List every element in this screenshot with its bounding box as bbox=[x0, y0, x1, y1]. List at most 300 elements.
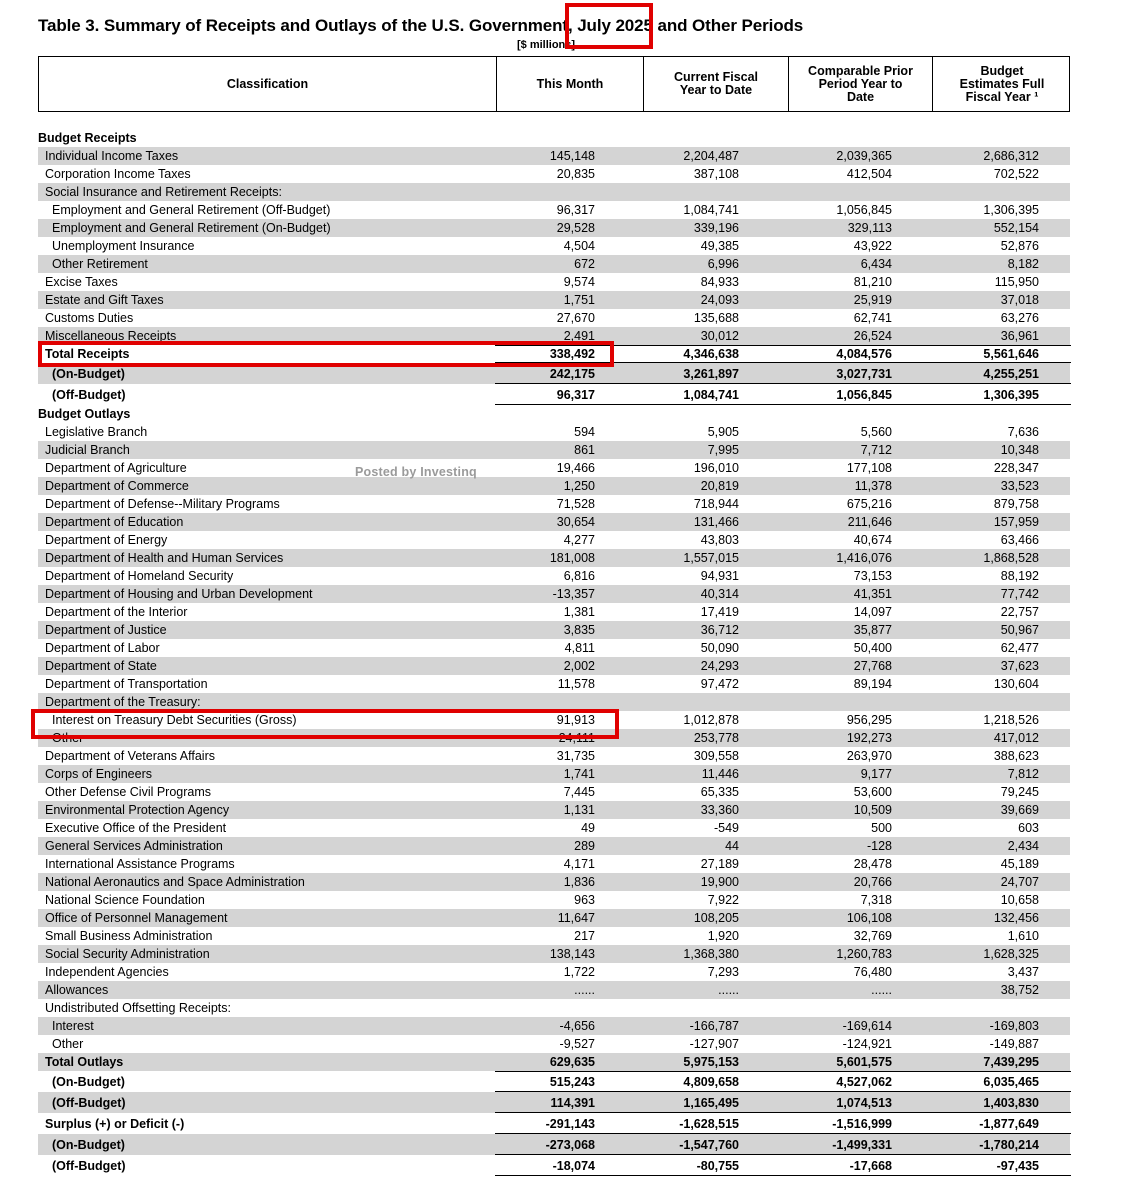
cell-value: 289 bbox=[574, 839, 595, 853]
cell-value: 9,574 bbox=[563, 275, 595, 289]
cell-value: 417,012 bbox=[993, 731, 1039, 745]
cell-value: -1,499,331 bbox=[832, 1138, 892, 1152]
row-label: (On-Budget) bbox=[52, 367, 125, 381]
table-row bbox=[38, 219, 1070, 237]
row-label: Undistributed Offsetting Receipts: bbox=[45, 1001, 231, 1015]
cell-value: 1,084,741 bbox=[683, 388, 739, 402]
table-row bbox=[38, 567, 1070, 585]
cell-value: 192,273 bbox=[846, 731, 892, 745]
cell-value: -4,656 bbox=[559, 1019, 595, 1033]
row-label: Department of Labor bbox=[45, 641, 160, 655]
cell-value: 114,391 bbox=[550, 1096, 595, 1110]
cell-value: 7,318 bbox=[860, 893, 892, 907]
cell-value: 2,002 bbox=[563, 659, 595, 673]
cell-value: 108,205 bbox=[693, 911, 739, 925]
cell-value: 62,741 bbox=[853, 311, 892, 325]
row-label: Department of Energy bbox=[45, 533, 168, 547]
cell-value: 4,255,251 bbox=[983, 367, 1039, 381]
table-row bbox=[38, 237, 1070, 255]
cell-value: -549 bbox=[713, 821, 739, 835]
cell-value: -97,435 bbox=[996, 1159, 1039, 1173]
cell-value: 11,647 bbox=[557, 911, 595, 925]
cell-value: 96,317 bbox=[556, 203, 595, 217]
row-label: (On-Budget) bbox=[52, 1138, 125, 1152]
cell-value: 91,913 bbox=[556, 713, 595, 727]
row-label: Department of Education bbox=[45, 515, 184, 529]
units-label: [$ millions] bbox=[517, 39, 576, 51]
row-label: (Off-Budget) bbox=[52, 1159, 126, 1173]
row-label: Estate and Gift Taxes bbox=[45, 293, 164, 307]
cell-value: 387,108 bbox=[693, 167, 739, 181]
header-this-month: This Month bbox=[496, 57, 643, 111]
row-label: Department of Transportation bbox=[45, 677, 208, 691]
cell-value: 4,811 bbox=[564, 641, 595, 655]
cell-value: 3,835 bbox=[563, 623, 595, 637]
table-row bbox=[38, 765, 1070, 783]
table-row bbox=[38, 405, 1070, 423]
row-label: National Science Foundation bbox=[45, 893, 205, 907]
table-row bbox=[38, 531, 1070, 549]
table-row bbox=[38, 837, 1070, 855]
table-row bbox=[38, 1017, 1070, 1035]
cell-value: 879,758 bbox=[993, 497, 1039, 511]
cell-value: 96,317 bbox=[556, 388, 595, 402]
cell-value: -273,068 bbox=[545, 1138, 595, 1152]
table-row bbox=[38, 384, 1070, 405]
cell-value: -18,074 bbox=[552, 1159, 595, 1173]
cell-value: 25,919 bbox=[853, 293, 892, 307]
cell-value: 138,143 bbox=[549, 947, 595, 961]
row-label: Unemployment Insurance bbox=[52, 239, 195, 253]
row-label: Corps of Engineers bbox=[45, 767, 153, 781]
cell-value: 702,522 bbox=[993, 167, 1039, 181]
cell-value: 1,416,076 bbox=[836, 551, 892, 565]
table-row bbox=[38, 801, 1070, 819]
table-row bbox=[38, 639, 1070, 657]
cell-value: 4,084,576 bbox=[836, 347, 892, 361]
cell-value: ...... bbox=[574, 983, 595, 997]
row-label: Department of Defense--Military Programs bbox=[45, 497, 280, 511]
row-label: Allowances bbox=[45, 983, 109, 997]
cell-value: 24,093 bbox=[700, 293, 739, 307]
table-row bbox=[38, 747, 1070, 765]
cell-value: 135,688 bbox=[693, 311, 739, 325]
row-label: Office of Personnel Management bbox=[45, 911, 228, 925]
table-row bbox=[38, 1155, 1070, 1176]
table-row bbox=[38, 183, 1070, 201]
cell-value: 36,961 bbox=[1000, 329, 1039, 343]
cell-value: 1,306,395 bbox=[983, 388, 1039, 402]
table-row bbox=[38, 891, 1070, 909]
cell-value: 263,970 bbox=[846, 749, 892, 763]
table-row bbox=[38, 675, 1070, 693]
highlight-july-2025 bbox=[565, 3, 653, 49]
row-label: Employment and General Retirement (Off-Budget) bbox=[52, 203, 331, 217]
cell-value: 1,056,845 bbox=[836, 203, 892, 217]
row-label: Social Security Administration bbox=[45, 947, 210, 961]
cell-value: 35,877 bbox=[853, 623, 892, 637]
table-row bbox=[38, 585, 1070, 603]
table-row bbox=[38, 255, 1070, 273]
cell-value: 228,347 bbox=[993, 461, 1039, 475]
page-title: Table 3. Summary of Receipts and Outlays of the U.S. Government, July 2025 and Other Periods bbox=[38, 16, 804, 35]
cell-value: 5,601,575 bbox=[836, 1055, 892, 1069]
cell-value: -149,887 bbox=[989, 1037, 1039, 1051]
cell-value: 7,995 bbox=[707, 443, 739, 457]
cell-value: 26,524 bbox=[853, 329, 892, 343]
cell-value: 39,669 bbox=[1000, 803, 1039, 817]
cell-value: 71,528 bbox=[556, 497, 595, 511]
cell-value: 53,600 bbox=[853, 785, 892, 799]
cell-value: 132,456 bbox=[993, 911, 1039, 925]
cell-value: 73,153 bbox=[853, 569, 892, 583]
row-label: Department of Veterans Affairs bbox=[45, 749, 216, 763]
cell-value: 6,434 bbox=[860, 257, 892, 271]
cell-value: 338,492 bbox=[549, 347, 595, 361]
cell-value: 14,097 bbox=[853, 605, 892, 619]
cell-value: -1,516,999 bbox=[832, 1117, 892, 1131]
cell-value: 181,008 bbox=[549, 551, 595, 565]
cell-value: 20,766 bbox=[853, 875, 892, 889]
cell-value: -17,668 bbox=[849, 1159, 892, 1173]
cell-value: 412,504 bbox=[846, 167, 892, 181]
cell-value: 861 bbox=[574, 443, 595, 457]
cell-value: 1,741 bbox=[563, 767, 595, 781]
table-row bbox=[38, 1071, 1070, 1092]
cell-value: 24,293 bbox=[700, 659, 739, 673]
cell-value: 29,528 bbox=[556, 221, 595, 235]
cell-value: 7,439,295 bbox=[983, 1055, 1039, 1069]
header-budget-estimates: Budget Estimates Full Fiscal Year ¹ bbox=[932, 57, 1071, 111]
cell-value: -169,803 bbox=[989, 1019, 1039, 1033]
row-label: Department of Housing and Urban Development bbox=[45, 587, 313, 601]
row-label: Corporation Income Taxes bbox=[45, 167, 191, 181]
cell-value: 8,182 bbox=[1007, 257, 1039, 271]
cell-value: 211,646 bbox=[847, 515, 892, 529]
cell-value: 6,035,465 bbox=[983, 1075, 1039, 1089]
row-label: Other bbox=[52, 731, 84, 745]
cell-value: 675,216 bbox=[846, 497, 892, 511]
cell-value: -9,527 bbox=[559, 1037, 595, 1051]
cell-value: -169,614 bbox=[842, 1019, 892, 1033]
row-label: Other bbox=[52, 1037, 84, 1051]
cell-value: 43,803 bbox=[700, 533, 739, 547]
cell-value: 2,491 bbox=[563, 329, 595, 343]
cell-value: -128 bbox=[866, 839, 892, 853]
cell-value: 19,900 bbox=[700, 875, 739, 889]
cell-value: 5,905 bbox=[707, 425, 739, 439]
row-label: Customs Duties bbox=[45, 311, 134, 325]
cell-value: 27,189 bbox=[700, 857, 739, 871]
table-row bbox=[38, 981, 1070, 999]
cell-value: 77,742 bbox=[1000, 587, 1039, 601]
row-label: Department of Commerce bbox=[45, 479, 189, 493]
cell-value: 1,056,845 bbox=[836, 388, 892, 402]
cell-value: 106,108 bbox=[846, 911, 892, 925]
cell-value: 217 bbox=[574, 929, 595, 943]
cell-value: 1,368,380 bbox=[683, 947, 739, 961]
table-row bbox=[38, 201, 1070, 219]
cell-value: 40,674 bbox=[853, 533, 892, 547]
cell-value: 1,868,528 bbox=[983, 551, 1039, 565]
cell-value: 4,277 bbox=[563, 533, 595, 547]
row-label: Interest bbox=[52, 1019, 94, 1033]
row-label: (Off-Budget) bbox=[52, 1096, 126, 1110]
highlight-interest-treasury bbox=[31, 709, 619, 739]
table-row bbox=[38, 309, 1070, 327]
cell-value: 1,260,783 bbox=[836, 947, 892, 961]
cell-value: 956,295 bbox=[846, 713, 892, 727]
cell-value: 94,931 bbox=[700, 569, 739, 583]
cell-value: 63,276 bbox=[1000, 311, 1039, 325]
cell-value: 22,757 bbox=[1000, 605, 1039, 619]
cell-value: -166,787 bbox=[689, 1019, 739, 1033]
total-rule bbox=[495, 1175, 1071, 1176]
cell-value: 1,012,878 bbox=[683, 713, 739, 727]
cell-value: 6,816 bbox=[563, 569, 595, 583]
row-label: National Aeronautics and Space Administration bbox=[45, 875, 305, 889]
table-row bbox=[38, 657, 1070, 675]
cell-value: 89,194 bbox=[853, 677, 892, 691]
table-row bbox=[38, 963, 1070, 981]
cell-value: 552,154 bbox=[993, 221, 1039, 235]
cell-value: 4,809,658 bbox=[683, 1075, 739, 1089]
table-row bbox=[38, 603, 1070, 621]
cell-value: 36,712 bbox=[700, 623, 739, 637]
cell-value: 3,437 bbox=[1007, 965, 1039, 979]
cell-value: 1,306,395 bbox=[983, 203, 1039, 217]
cell-value: 9,177 bbox=[860, 767, 892, 781]
cell-value: -127,907 bbox=[689, 1037, 739, 1051]
cell-value: -1,628,515 bbox=[679, 1117, 739, 1131]
cell-value: 20,835 bbox=[556, 167, 595, 181]
cell-value: 30,012 bbox=[700, 329, 739, 343]
cell-value: 41,351 bbox=[853, 587, 892, 601]
cell-value: 1,557,015 bbox=[683, 551, 739, 565]
row-label: Budget Receipts bbox=[38, 131, 137, 145]
watermark: Posted by Investinq bbox=[355, 465, 477, 479]
cell-value: 20,819 bbox=[700, 479, 739, 493]
cell-value: 1,836 bbox=[563, 875, 595, 889]
cell-value: 50,967 bbox=[1000, 623, 1039, 637]
table-row bbox=[38, 621, 1070, 639]
table-row bbox=[38, 477, 1070, 495]
row-label: Small Business Administration bbox=[45, 929, 213, 943]
cell-value: 79,245 bbox=[1000, 785, 1039, 799]
cell-value: 2,434 bbox=[1007, 839, 1039, 853]
row-label: International Assistance Programs bbox=[45, 857, 235, 871]
cell-value: 5,975,153 bbox=[683, 1055, 739, 1069]
cell-value: 1,403,830 bbox=[983, 1096, 1039, 1110]
cell-value: 11,446 bbox=[701, 767, 739, 781]
cell-value: 19,466 bbox=[556, 461, 595, 475]
cell-value: 63,466 bbox=[1000, 533, 1039, 547]
cell-value: 28,478 bbox=[853, 857, 892, 871]
cell-value: 130,604 bbox=[993, 677, 1039, 691]
cell-value: 6,996 bbox=[707, 257, 739, 271]
cell-value: 3,027,731 bbox=[836, 367, 892, 381]
table-row bbox=[38, 1092, 1070, 1113]
cell-value: 1,751 bbox=[563, 293, 595, 307]
cell-value: 196,010 bbox=[693, 461, 739, 475]
cell-value: 7,812 bbox=[1007, 767, 1039, 781]
cell-value: -291,143 bbox=[545, 1117, 595, 1131]
table-row bbox=[38, 1134, 1070, 1155]
total-rule bbox=[495, 1071, 1071, 1072]
cell-value: 27,670 bbox=[556, 311, 595, 325]
cell-value: 4,527,062 bbox=[836, 1075, 892, 1089]
row-label: Other Defense Civil Programs bbox=[45, 785, 212, 799]
cell-value: -124,921 bbox=[842, 1037, 892, 1051]
cell-value: 515,243 bbox=[549, 1075, 595, 1089]
cell-value: 37,018 bbox=[1000, 293, 1039, 307]
row-label: Department of Health and Human Services bbox=[45, 551, 284, 565]
cell-value: 242,175 bbox=[549, 367, 595, 381]
cell-value: 388,623 bbox=[993, 749, 1039, 763]
row-label: Surplus (+) or Deficit (-) bbox=[45, 1117, 185, 1131]
row-label: Judicial Branch bbox=[45, 443, 130, 457]
cell-value: 7,445 bbox=[563, 785, 595, 799]
cell-value: 44 bbox=[725, 839, 739, 853]
cell-value: 2,039,365 bbox=[836, 149, 892, 163]
cell-value: 24,707 bbox=[1000, 875, 1039, 889]
cell-value: 2,686,312 bbox=[983, 149, 1039, 163]
cell-value: 11,578 bbox=[557, 677, 595, 691]
table-row bbox=[38, 441, 1070, 459]
cell-value: 50,090 bbox=[700, 641, 739, 655]
row-label: Total Receipts bbox=[45, 347, 130, 361]
cell-value: 1,250 bbox=[563, 479, 595, 493]
cell-value: 84,933 bbox=[700, 275, 739, 289]
row-label: Environmental Protection Agency bbox=[45, 803, 230, 817]
cell-value: 49,385 bbox=[700, 239, 739, 253]
table-row bbox=[38, 819, 1070, 837]
cell-value: 31,735 bbox=[556, 749, 595, 763]
table-row bbox=[38, 291, 1070, 309]
cell-value: 963 bbox=[574, 893, 595, 907]
cell-value: 1,165,495 bbox=[683, 1096, 739, 1110]
table-row bbox=[38, 147, 1070, 165]
cell-value: -1,780,214 bbox=[979, 1138, 1039, 1152]
cell-value: 32,769 bbox=[853, 929, 892, 943]
cell-value: 1,074,513 bbox=[836, 1096, 892, 1110]
row-label: Miscellaneous Receipts bbox=[45, 329, 177, 343]
cell-value: 40,314 bbox=[700, 587, 739, 601]
table-row bbox=[38, 423, 1070, 441]
table-row bbox=[38, 1113, 1070, 1134]
cell-value: 97,472 bbox=[700, 677, 739, 691]
cell-value: 30,654 bbox=[556, 515, 595, 529]
row-label: General Services Administration bbox=[45, 839, 223, 853]
row-label: Other Retirement bbox=[52, 257, 148, 271]
row-label: Executive Office of the President bbox=[45, 821, 227, 835]
cell-value: 52,876 bbox=[1000, 239, 1039, 253]
cell-value: 81,210 bbox=[853, 275, 892, 289]
table-row bbox=[38, 855, 1070, 873]
cell-value: 5,561,646 bbox=[983, 347, 1039, 361]
cell-value: 2,204,487 bbox=[683, 149, 739, 163]
cell-value: 603 bbox=[1018, 821, 1039, 835]
cell-value: 177,108 bbox=[846, 461, 892, 475]
row-label: Social Insurance and Retirement Receipts: bbox=[45, 185, 282, 199]
cell-value: 339,196 bbox=[693, 221, 739, 235]
row-label: Legislative Branch bbox=[45, 425, 148, 439]
cell-value: 37,623 bbox=[1000, 659, 1039, 673]
table-row bbox=[38, 783, 1070, 801]
row-label: Department of Agriculture bbox=[45, 461, 187, 475]
row-label: Department of State bbox=[45, 659, 157, 673]
cell-value: -80,755 bbox=[696, 1159, 739, 1173]
cell-value: 1,920 bbox=[707, 929, 739, 943]
cell-value: 1,610 bbox=[1007, 929, 1039, 943]
cell-value: 65,335 bbox=[700, 785, 739, 799]
highlight-total-receipts bbox=[38, 341, 614, 367]
cell-value: 7,293 bbox=[707, 965, 739, 979]
header-classification: Classification bbox=[226, 76, 309, 91]
cell-value: 76,480 bbox=[853, 965, 892, 979]
header-prior-ytd: Comparable Prior Period Year to Date bbox=[788, 57, 932, 111]
cell-value: 11,378 bbox=[854, 479, 892, 493]
row-label: Independent Agencies bbox=[45, 965, 169, 979]
row-label: Department of Homeland Security bbox=[45, 569, 234, 583]
row-label: Individual Income Taxes bbox=[45, 149, 179, 163]
cell-value: 253,778 bbox=[693, 731, 739, 745]
cell-value: 45,189 bbox=[1000, 857, 1039, 871]
row-label: (Off-Budget) bbox=[52, 388, 126, 402]
table-header bbox=[38, 56, 1070, 112]
row-label: (On-Budget) bbox=[52, 1075, 125, 1089]
cell-value: -1,547,760 bbox=[679, 1138, 739, 1152]
cell-value: 329,113 bbox=[847, 221, 892, 235]
cell-value: 88,192 bbox=[1000, 569, 1039, 583]
cell-value: 1,628,325 bbox=[983, 947, 1039, 961]
cell-value: 33,523 bbox=[1000, 479, 1039, 493]
table-row bbox=[38, 999, 1070, 1017]
cell-value: ...... bbox=[718, 983, 739, 997]
table-row bbox=[38, 459, 1070, 477]
header-current-fytd: Current Fiscal Year to Date bbox=[643, 57, 788, 111]
table-row bbox=[38, 873, 1070, 891]
cell-value: 718,944 bbox=[693, 497, 739, 511]
cell-value: 49 bbox=[581, 821, 595, 835]
cell-value: 4,171 bbox=[563, 857, 595, 871]
cell-value: ...... bbox=[871, 983, 892, 997]
cell-value: 7,636 bbox=[1007, 425, 1039, 439]
cell-value: 3,261,897 bbox=[683, 367, 739, 381]
row-label: Department of the Interior bbox=[45, 605, 188, 619]
row-label: Department of the Treasury: bbox=[45, 695, 201, 709]
cell-value: 10,509 bbox=[853, 803, 892, 817]
cell-value: 33,360 bbox=[700, 803, 739, 817]
table-row bbox=[38, 1053, 1070, 1071]
cell-value: 5,560 bbox=[860, 425, 892, 439]
cell-value: 4,504 bbox=[563, 239, 595, 253]
cell-value: 38,752 bbox=[1000, 983, 1039, 997]
row-label: Total Outlays bbox=[45, 1055, 124, 1069]
cell-value: 24,111 bbox=[558, 731, 595, 745]
table-row bbox=[38, 495, 1070, 513]
cell-value: 62,477 bbox=[1000, 641, 1039, 655]
cell-value: 1,381 bbox=[563, 605, 595, 619]
table-row bbox=[38, 1035, 1070, 1053]
cell-value: 115,950 bbox=[994, 275, 1039, 289]
cell-value: 672 bbox=[574, 257, 595, 271]
table-row bbox=[38, 909, 1070, 927]
cell-value: 27,768 bbox=[853, 659, 892, 673]
cell-value: 1,131 bbox=[563, 803, 595, 817]
cell-value: 50,400 bbox=[853, 641, 892, 655]
cell-value: 145,148 bbox=[549, 149, 595, 163]
